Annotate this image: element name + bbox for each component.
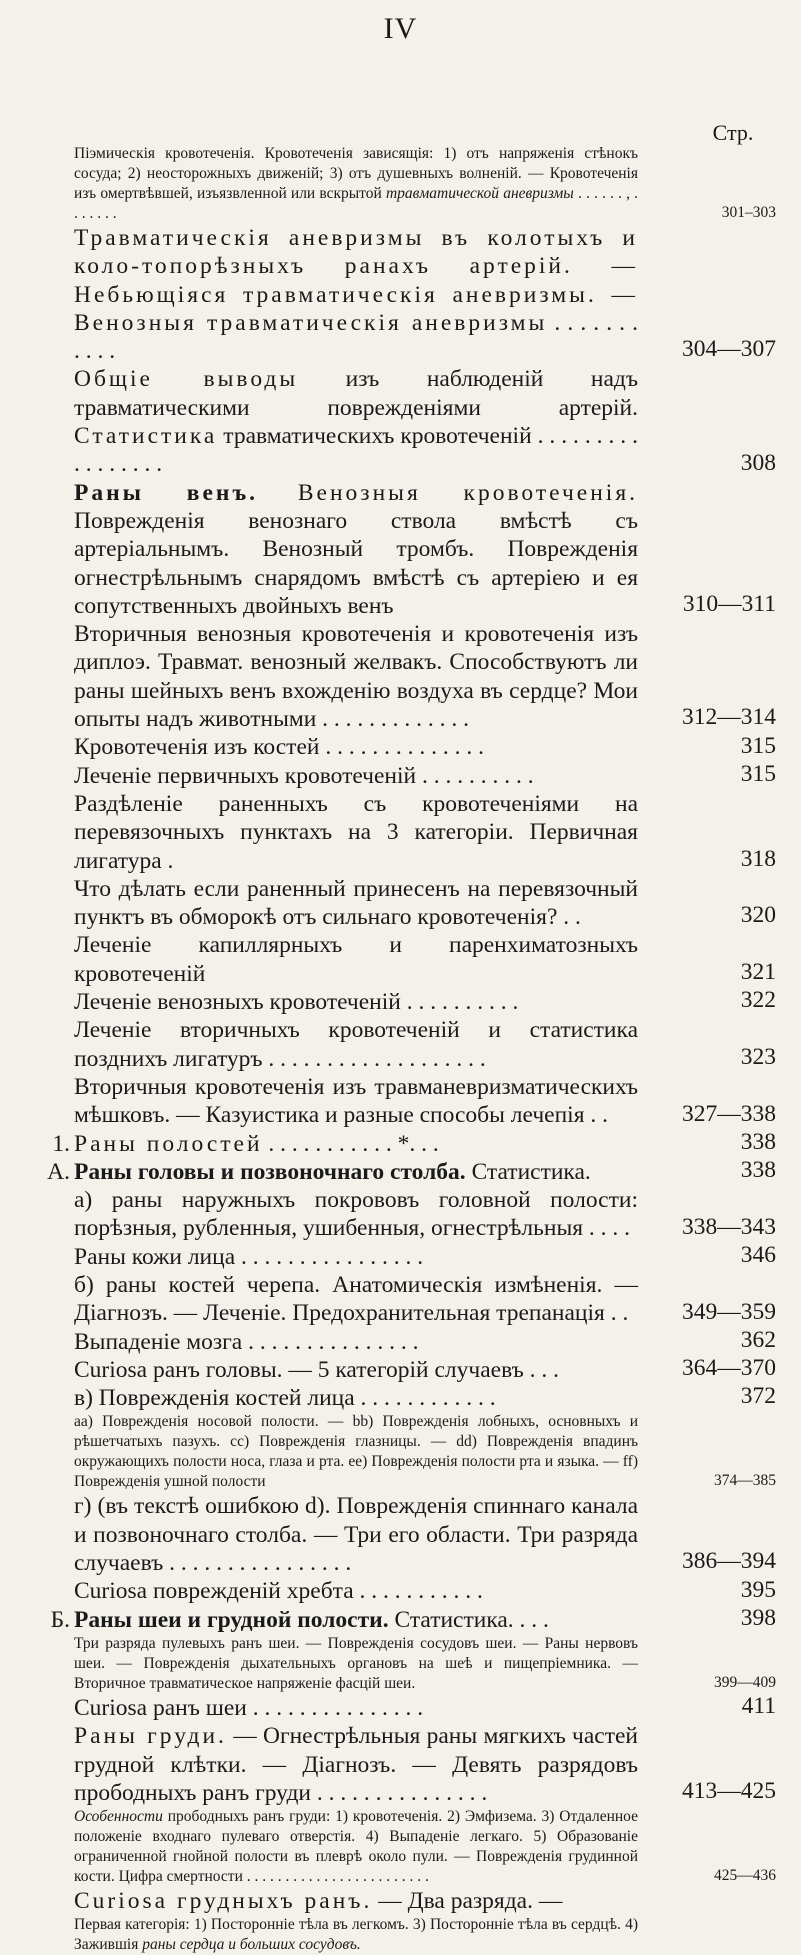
toc-entry-title: [40, 988, 638, 1016]
toc-entry-text: Три разряда пулевыхъ ранъ шеи. — Поврежденія сосудовъ шеи. — Раны нервовъ шеи. — Поврежденія дыхательныхъ органовъ на шеѣ и пищепріемника. — Вторичное травматическое напряженіе фасцій шеи.: [74, 1634, 638, 1692]
toc-entry-title: [40, 1356, 638, 1384]
toc-entry-title: [40, 875, 638, 932]
toc-entry-title: [40, 1577, 638, 1605]
toc-entry-text: Статистика.: [465, 1158, 591, 1185]
toc-entry-title: [40, 1694, 638, 1722]
toc-entry: [40, 1634, 780, 1694]
toc-entry-page: 413—425: [682, 1778, 776, 1805]
toc-entry-text: Леченіе вторичныхъ кровотеченій и статистика позднихъ лигатуръ . . . . . . . . . . . . . . . . . . .: [74, 1017, 638, 1072]
toc-entry-text: Леченіе первичныхъ кровотеченій . . . . . . . . . .: [74, 762, 534, 789]
toc-entry-text: Первая категорія: 1) Посторонніе тѣла въ легкомъ. 3) Посторонніе тѣла въ сердцѣ. 4) Зажившія: [74, 1916, 638, 1954]
toc-entry-text: Curiosa грудныхъ ранъ.: [74, 1888, 373, 1915]
toc-entry: [40, 875, 780, 932]
toc-entry-title: [40, 1887, 638, 1915]
toc-entry: [40, 733, 780, 761]
toc-entry-text: раны сердца и больших сосудовъ.: [142, 1936, 361, 1954]
toc-entry-text: Особенности: [74, 1808, 163, 1826]
toc-entry-page: 338: [740, 1128, 776, 1155]
toc-entry-text: Что дѣлать если раненный принесенъ на перевязочный пунктъ въ обморокѣ отъ сильнаго кровотеченія? . .: [74, 875, 638, 931]
toc-entry-title: [40, 733, 638, 761]
toc-entry: [40, 365, 780, 478]
toc-entry: [40, 1492, 780, 1577]
toc-entry-text: — Два разряда. —: [372, 1888, 563, 1915]
toc-entry-title: [40, 762, 638, 790]
toc-entry-page: 395: [740, 1576, 776, 1603]
toc-entry: [40, 790, 780, 875]
toc-entry-title: [40, 1158, 638, 1186]
toc-entry-title: [40, 1073, 638, 1130]
toc-entry-text: Раны груди.: [74, 1723, 227, 1750]
toc-entry-text: Вторичныя венозныя кровотеченія и кровотеченія изъ диплоэ. Травмат. венозный желвакъ. Способствуютъ ли раны шейныхъ венъ вхожденію воздуха въ сердце? Мои опыты надъ животными . . . . . . . . . . . . .: [74, 621, 638, 733]
toc-entry: [40, 762, 780, 790]
toc-entry-text: Раны кожи лица . . . . . . . . . . . . . . . .: [74, 1243, 424, 1270]
toc-entry-page: 411: [741, 1693, 776, 1720]
toc-entry-title: [40, 1722, 638, 1807]
toc-entry-page: 320: [740, 902, 776, 929]
toc-entry-title: [40, 1384, 638, 1412]
toc-entry-title: [40, 1412, 638, 1492]
toc-entry-marker: 1.: [52, 1130, 70, 1157]
toc-entry-text: а) раны наружныхъ покрововъ головной полости: порѣзныя, рубленныя, ушибенныя, огнестрѣльныя . . . .: [74, 1187, 638, 1242]
toc-entry-marker: Б.: [50, 1606, 70, 1633]
toc-entry-text: г) (въ текстѣ ошибкою d). Поврежденія спиннаго канала и позвоночнаго столба. — Три его области. Три разряда случаевъ . . . . . . . . . . . . . . . .: [74, 1493, 638, 1577]
toc-entry-page: 362: [740, 1326, 776, 1353]
toc-entry-page: 315: [740, 732, 776, 759]
toc-entry-page: 322: [740, 987, 776, 1014]
toc-entry-title: [40, 1807, 638, 1887]
toc-entry-text: Раны головы и позвоночнаго столба.: [74, 1158, 466, 1185]
toc-entry: [40, 1073, 780, 1130]
toc-entry-text: Леченіе капиллярныхъ и паренхиматозныхъ кровотеченій: [74, 932, 638, 987]
toc-entry-page: 315: [740, 760, 776, 787]
toc-entry: [40, 1384, 780, 1412]
toc-entry-text: — Огнестрѣльныя раны мягкихъ частей грудной клѣтки. — Діагнозъ. — Девять разрядовъ прободныхъ ранъ груди . . . . . . . . . . . . . . .: [74, 1723, 639, 1806]
toc-entry: [40, 1130, 780, 1158]
toc-entry-text: Выпаденіе мозга . . . . . . . . . . . . . . .: [74, 1328, 419, 1355]
toc-entry-text: в) Поврежденія костей лица . . . . . . . . . . . .: [74, 1385, 496, 1412]
toc-entry-title: [40, 1186, 638, 1243]
toc-entry: [40, 1722, 780, 1807]
toc-entry-title: [40, 144, 638, 224]
toc-entry-title: [40, 931, 638, 988]
toc-entry-title: [40, 1915, 638, 1955]
toc-entry-marker: А.: [47, 1158, 70, 1185]
toc-entry-text: Раны венъ.: [74, 479, 259, 506]
toc-entry-page: 398: [740, 1604, 776, 1631]
toc-entry: [40, 931, 780, 988]
toc-entry-page: 327—338: [682, 1100, 776, 1127]
toc-entry-page: 323: [740, 1043, 776, 1070]
toc-entry-text: Общіе выводы: [74, 366, 299, 393]
toc-entry-title: [40, 1634, 638, 1694]
toc-entry-text: Венозныя кровотеченія.: [297, 479, 639, 506]
toc-entry-text: аа) Поврежденія носовой полости. — bb) Поврежденія лобныхъ, основныхъ и рѣшетчатыхъ пазухъ. сс) Поврежденія глазницы. — dd) Поврежденія впадинъ окружающихъ полости носа, глаза и рта. ее) Поврежденія полости рта и языка. — ff) Поврежденія ушной полости: [74, 1413, 638, 1491]
toc-entry: [40, 1271, 780, 1328]
page-number: IV: [383, 12, 418, 45]
toc-entry-text: . . . . . . . . . . . *. . .: [262, 1130, 439, 1157]
toc-entry: [40, 1577, 780, 1605]
toc-entry-text: Раны шеи и грудной полости.: [74, 1606, 389, 1633]
toc-entry-page: 386—394: [682, 1548, 776, 1575]
toc-entry-title: [40, 1243, 638, 1271]
toc-entry-title: [40, 1130, 638, 1158]
toc-entry-text: Кровотеченія изъ костей . . . . . . . . . . . . . .: [74, 734, 484, 761]
toc-entry-page: 308: [740, 449, 776, 476]
toc-entry: [40, 1186, 780, 1243]
toc-entry: [40, 1356, 780, 1384]
toc-entry-text: Вторичныя кровотеченія изъ травманевризматическихъ мѣшковъ. — Казуистика и разные способы лечепія . .: [74, 1073, 638, 1129]
toc-entry-page: 312—314: [682, 704, 776, 731]
toc-entry-page: 310—311: [682, 591, 776, 618]
toc-entry: [40, 620, 780, 733]
toc-entry-text: Curiosa ранъ шеи . . . . . . . . . . . . . . .: [74, 1694, 424, 1721]
toc-entry-page: 318: [740, 845, 776, 872]
toc-entry-text: Статистика. . . .: [388, 1606, 549, 1633]
toc-entry-text: изъ наблюденій надъ травматическими поврежденіями артерій.: [74, 366, 638, 421]
toc-entry-text: Піэмическія кровотеченія. Кровотеченія зависящія: 1) отъ напряженія стѣнокъ сосуда; 2) неосторожныхъ движеній; 3) отъ душевныхъ волненій. — Кровотеченія изъ омертвѣвшей, изъязвленной или вскрытой: [74, 145, 638, 202]
toc-entry-text: Леченіе венозныхъ кровотеченій . . . . . . . . . .: [74, 989, 519, 1016]
toc-entry: [40, 479, 780, 620]
toc-entry-title: [40, 479, 638, 620]
toc-entry-page: 301–303: [721, 204, 776, 221]
toc-entry-title: [40, 1606, 638, 1634]
toc-entry-page: 349—359: [682, 1298, 776, 1325]
toc-entry-text: Раны полостей: [74, 1130, 263, 1157]
toc-entry-text: прободныхъ ранъ груди: 1) кровотеченія. 2) Эмфизема. 3) Отдаленное положеніе входнаго пулеваго отверстія. 4) Выпаденіе легкаго. 5) Образованіе ограниченной гнойной полости въ плеврѣ около пули. — Поврежденія грудинной кости. Цифра смертности . . . . . . . . . . . . . . . . . . . . . . . .: [74, 1808, 638, 1886]
toc-entry-text: травматической аневризмы: [385, 185, 574, 202]
toc-entry-title: [40, 790, 638, 875]
toc-entry-text: Curiosa ранъ головы. — 5 категорій случаевъ . . .: [74, 1356, 559, 1383]
toc-entry-page: 321: [740, 959, 776, 986]
toc-entry-title: [40, 1271, 638, 1328]
toc-entry: [40, 1606, 780, 1634]
toc-entry: [40, 224, 780, 365]
toc-entry-page: 338: [740, 1157, 776, 1184]
toc-entry: [40, 1915, 780, 1955]
toc-entry-text: Curiosa поврежденій хребта . . . . . . . . . . .: [74, 1578, 483, 1605]
toc-entry-text: травматическихъ кровотеченій . . . . . . . . . . . . . . . . .: [74, 423, 638, 478]
toc-entry-text: Травматическія аневризмы въ колотыхъ и коло-топорѣзныхъ ранахъ артерій. — Небьющіяся травматическія аневризмы. — Венозныя травматическія аневризмы: [74, 225, 638, 336]
toc-entry-text: . . . . . . , . . . . . . .: [74, 185, 638, 222]
toc-entry-title: [40, 1328, 638, 1356]
toc-entry-title: [40, 1492, 638, 1577]
toc-entry-page: 304—307: [682, 336, 776, 363]
toc-entry-text: Статистика: [74, 423, 218, 450]
toc-entry-text: [258, 480, 298, 506]
toc-entry-page: 425—436: [714, 1867, 776, 1885]
toc-entry: [40, 144, 780, 224]
toc-entry-text: . . . . . . . . . . .: [74, 309, 638, 365]
toc-entry: [40, 988, 780, 1016]
toc-entry: [40, 1412, 780, 1492]
toc-entry-text: б) раны костей черепа. Анатомическія измѣненія. — Діагнозъ. — Леченіе. Предохранительная трепанація . .: [74, 1271, 638, 1327]
toc-entry-text: Поврежденія венознаго ствола вмѣстѣ съ артеріальнымъ. Венозный тромбъ. Поврежденія огнестрѣльнымъ снарядомъ вмѣстѣ съ артеріею и ея сопутственныхъ двойныхъ венъ: [74, 507, 638, 619]
toc-entry-page: 364—370: [682, 1355, 776, 1382]
toc-entry-page: 346: [740, 1241, 776, 1268]
toc-entry-title: [40, 224, 638, 365]
toc-entry-page: 338—343: [682, 1213, 776, 1240]
toc-entry: [40, 1016, 780, 1073]
toc-entry-title: [40, 365, 638, 478]
page-column-header: Стр.: [712, 120, 754, 145]
toc-entry: [40, 1694, 780, 1722]
toc-entry: [40, 1887, 780, 1915]
toc-entry-title: [40, 1016, 638, 1073]
toc-entry-page: 374—385: [714, 1472, 776, 1490]
table-of-contents: [40, 144, 780, 1955]
toc-entry-page: 372: [740, 1383, 776, 1410]
toc-entry-text: Раздѣленіе раненныхъ съ кровотеченіями на перевязочныхъ пунктахъ на 3 категоріи. Первичная лигатура .: [74, 790, 638, 874]
toc-entry-page: 399—409: [714, 1673, 776, 1691]
toc-entry: [40, 1807, 780, 1887]
toc-entry-title: [40, 620, 638, 733]
toc-entry: [40, 1243, 780, 1271]
toc-entry: [40, 1328, 780, 1356]
toc-entry: [40, 1158, 780, 1186]
